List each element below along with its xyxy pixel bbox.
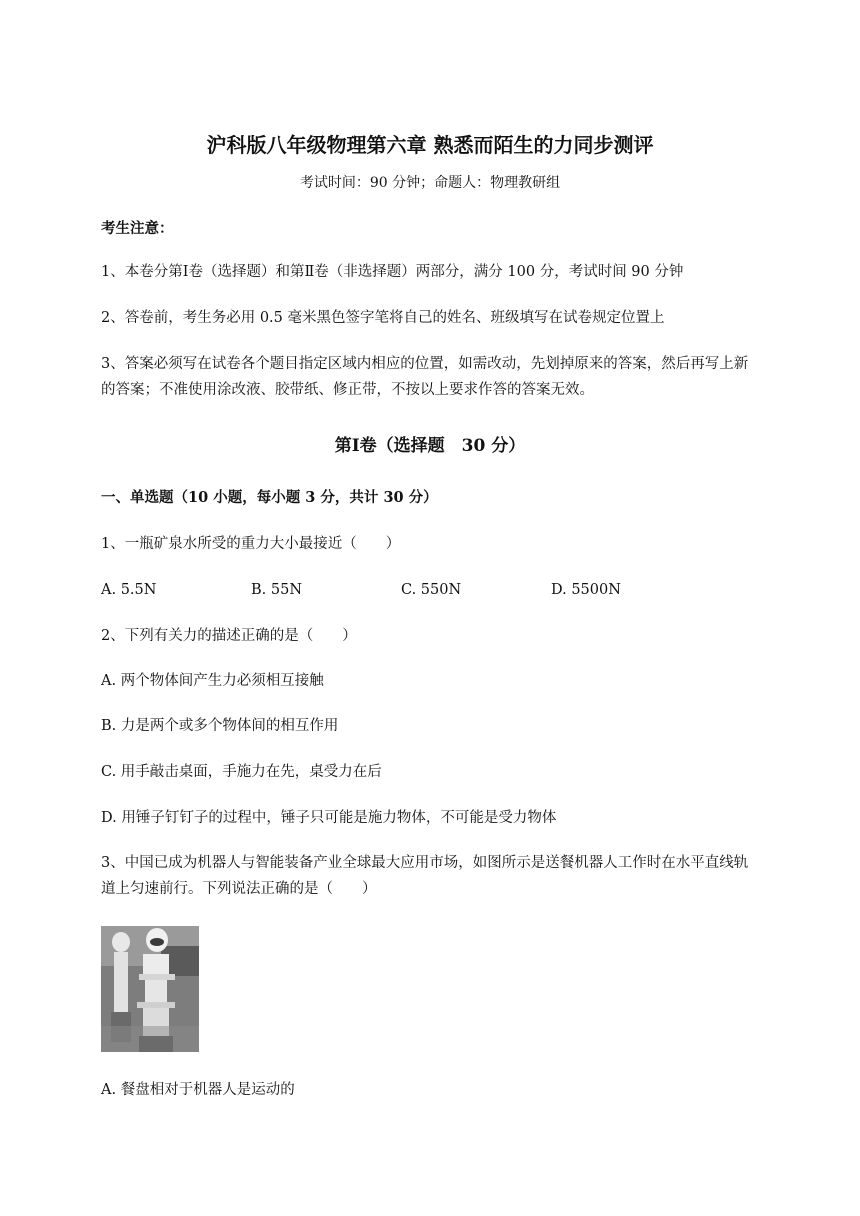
- notice-heading: 考生注意：: [101, 220, 174, 237]
- question-3-option-a: A. 餐盘相对于机器人是运动的: [101, 1082, 295, 1098]
- question-3-stem-cont: 道上匀速前行。下列说法正确的是（ ）: [101, 881, 377, 897]
- question-1-stem: 1、一瓶矿泉水所受的重力大小最接近（ ）: [101, 536, 401, 552]
- page-title: 沪科版八年级物理第六章 熟悉而陌生的力同步测评: [206, 133, 654, 157]
- question-1-option-b: B. 55N: [251, 582, 303, 598]
- notice-item-3-cont: 的答案；不准使用涂改液、胶带纸、修正带，不按以上要求作答的答案无效。: [101, 382, 594, 398]
- section-title: 第Ⅰ卷（选择题 30 分）: [334, 436, 526, 456]
- robot-photo: [101, 926, 199, 1052]
- question-2-option-c: C. 用手敲击桌面，手施力在先，桌受力在后: [101, 764, 382, 780]
- question-1-option-a: A. 5.5N: [101, 582, 157, 598]
- notice-item-2: 2、答卷前，考生务必用 0.5 毫米黑色签字笔将自己的姓名、班级填写在试卷规定位置上: [101, 310, 665, 326]
- question-3-stem: 3、中国已成为机器人与智能装备产业全球最大应用市场，如图所示是送餐机器人工作时在水平直线轨: [101, 855, 749, 871]
- part-heading: 一、单选题（10 小题，每小题 3 分，共计 30 分）: [101, 489, 438, 506]
- question-2-option-b: B. 力是两个或多个物体间的相互作用: [101, 718, 339, 734]
- exam-info: 考试时间：90 分钟；命题人：物理教研组: [299, 175, 561, 191]
- question-2-stem: 2、下列有关力的描述正确的是（ ）: [101, 628, 357, 644]
- notice-item-1: 1、本卷分第Ⅰ卷（选择题）和第Ⅱ卷（非选择题）两部分，满分 100 分，考试时间 90 分钟: [101, 264, 684, 280]
- question-2-option-a: A. 两个物体间产生力必须相互接触: [101, 673, 324, 689]
- question-2-option-d: D. 用锤子钉钉子的过程中，锤子只可能是施力物体，不可能是受力物体: [101, 810, 557, 826]
- question-1-option-d: D. 5500N: [551, 582, 621, 598]
- notice-item-3: 3、答案必须写在试卷各个题目指定区域内相应的位置，如需改动，先划掉原来的答案，然后再写上新: [101, 356, 749, 372]
- question-1-option-c: C. 550N: [401, 582, 462, 598]
